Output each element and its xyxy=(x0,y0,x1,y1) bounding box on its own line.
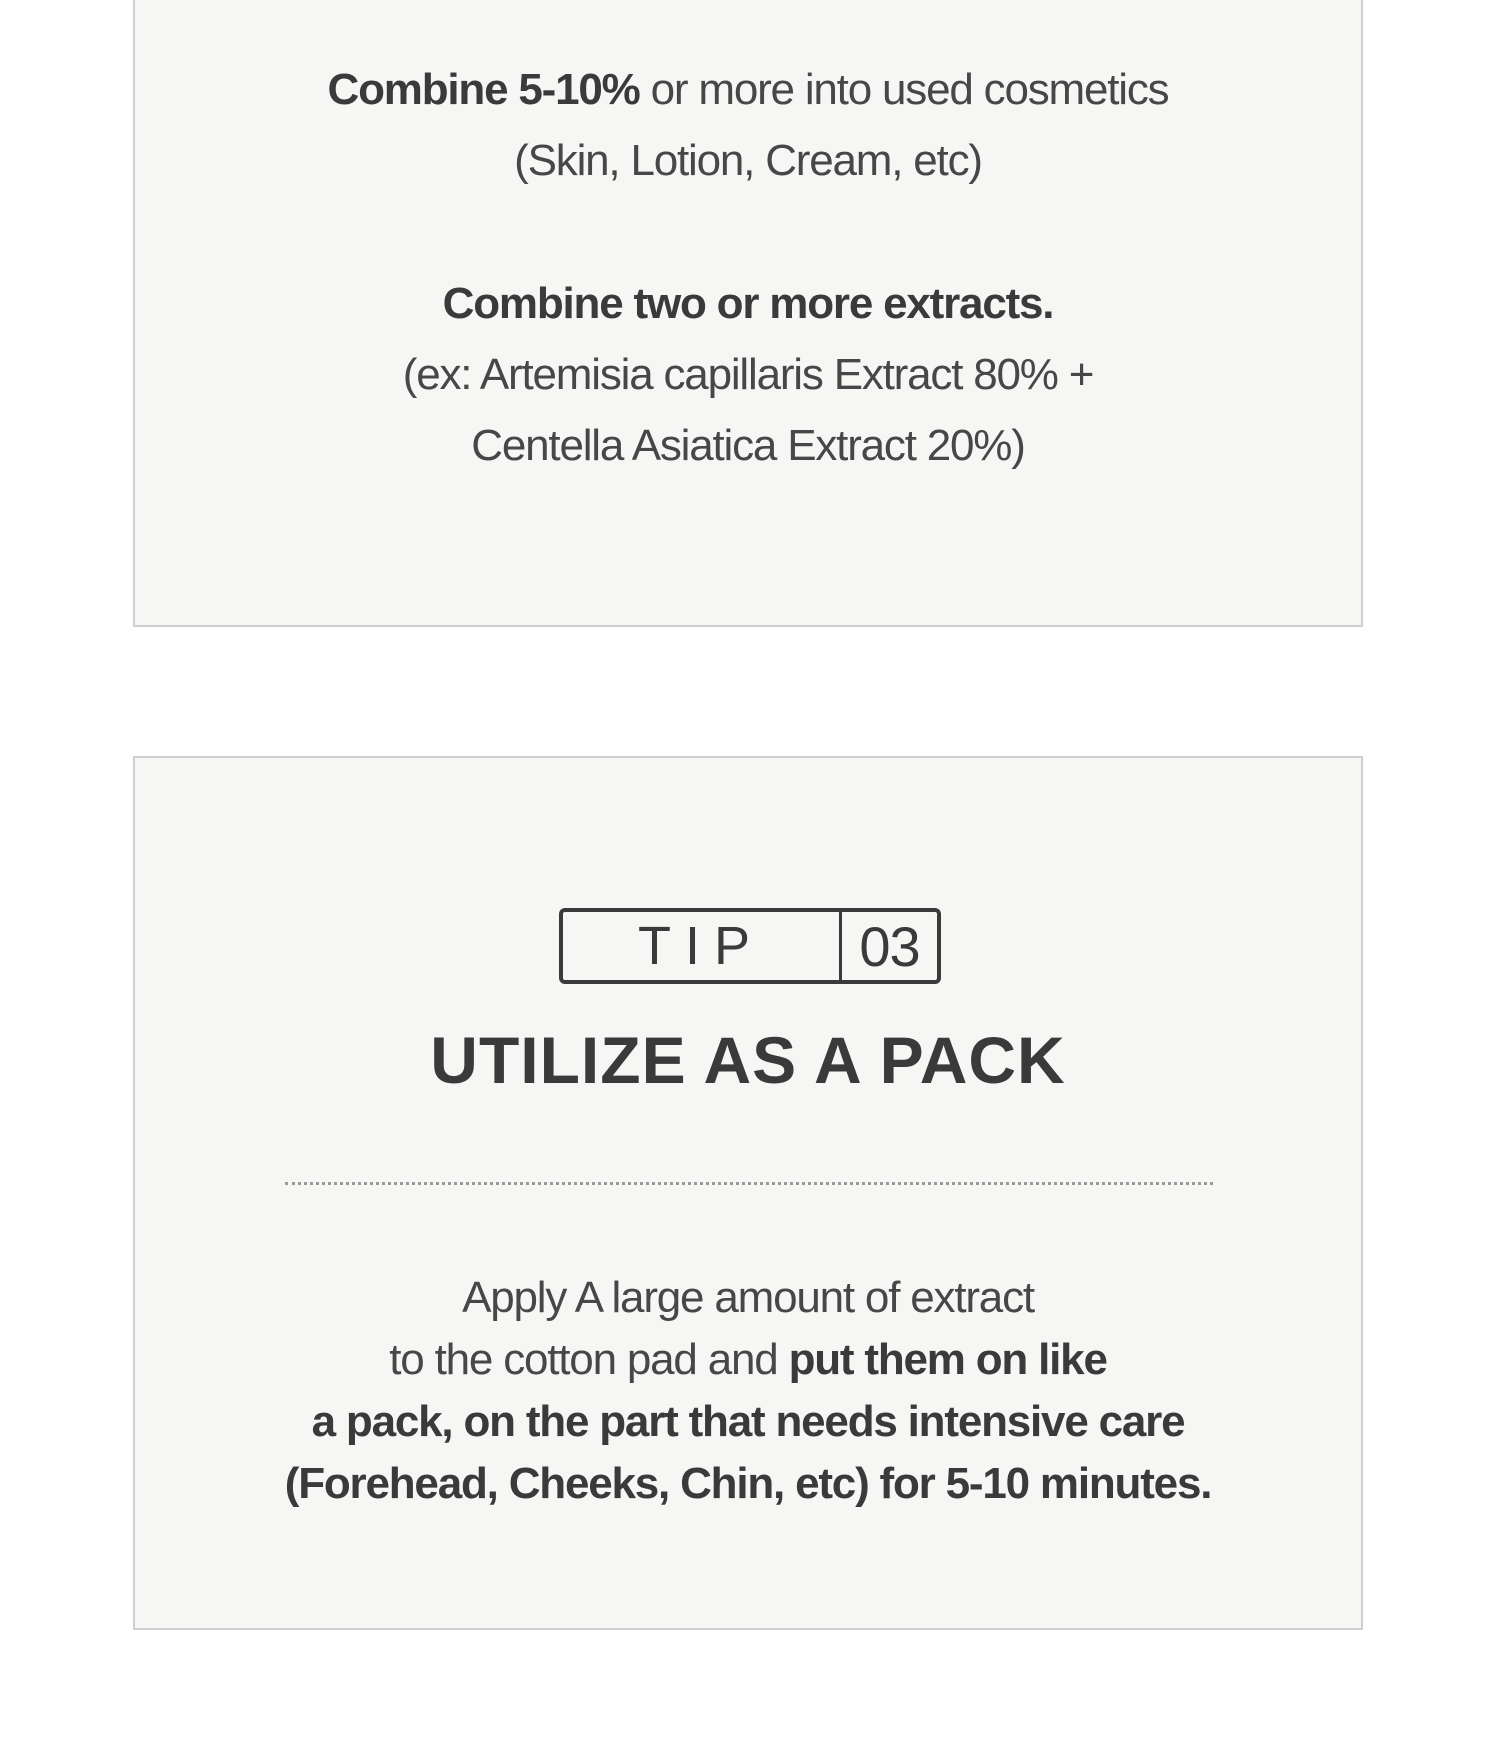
dotted-divider xyxy=(285,1182,1213,1185)
pack-instruction-line4: (Forehead, Cheeks, Chin, etc) for 5-10 minutes. xyxy=(284,1459,1212,1508)
combine-ratio-line xyxy=(135,64,1361,117)
extract-example-line1: (ex: Artemisia capillaris Extract 80% + xyxy=(402,350,1094,399)
tip-card-combine xyxy=(133,0,1363,627)
tip-badge xyxy=(559,908,941,984)
cosmetics-examples: (Skin, Lotion, Cream, etc) xyxy=(514,136,982,185)
combine-ratio-rest: or more into used cosmetics xyxy=(639,65,1169,114)
tip-card-pack xyxy=(133,756,1363,1630)
pack-instruction-line1: Apply A large amount of extract xyxy=(462,1273,1034,1322)
tip-badge-word: TIP xyxy=(563,912,842,980)
extract-example-line2: Centella Asiatica Extract 20%) xyxy=(471,421,1025,470)
combine-ratio-bold: Combine 5-10% xyxy=(327,65,640,114)
pack-instruction-line2-regular: to the cotton pad and xyxy=(389,1335,789,1384)
tip-badge-number: 03 xyxy=(859,914,920,978)
pack-instruction-line3: a pack, on the part that needs intensive care xyxy=(311,1397,1185,1446)
tip-title: UTILIZE AS A PACK xyxy=(430,1023,1066,1097)
pack-instruction-line2-bold: put them on like xyxy=(788,1335,1107,1384)
combine-extracts-heading: Combine two or more extracts. xyxy=(442,279,1054,328)
pack-instruction-line2 xyxy=(135,1334,1361,1387)
